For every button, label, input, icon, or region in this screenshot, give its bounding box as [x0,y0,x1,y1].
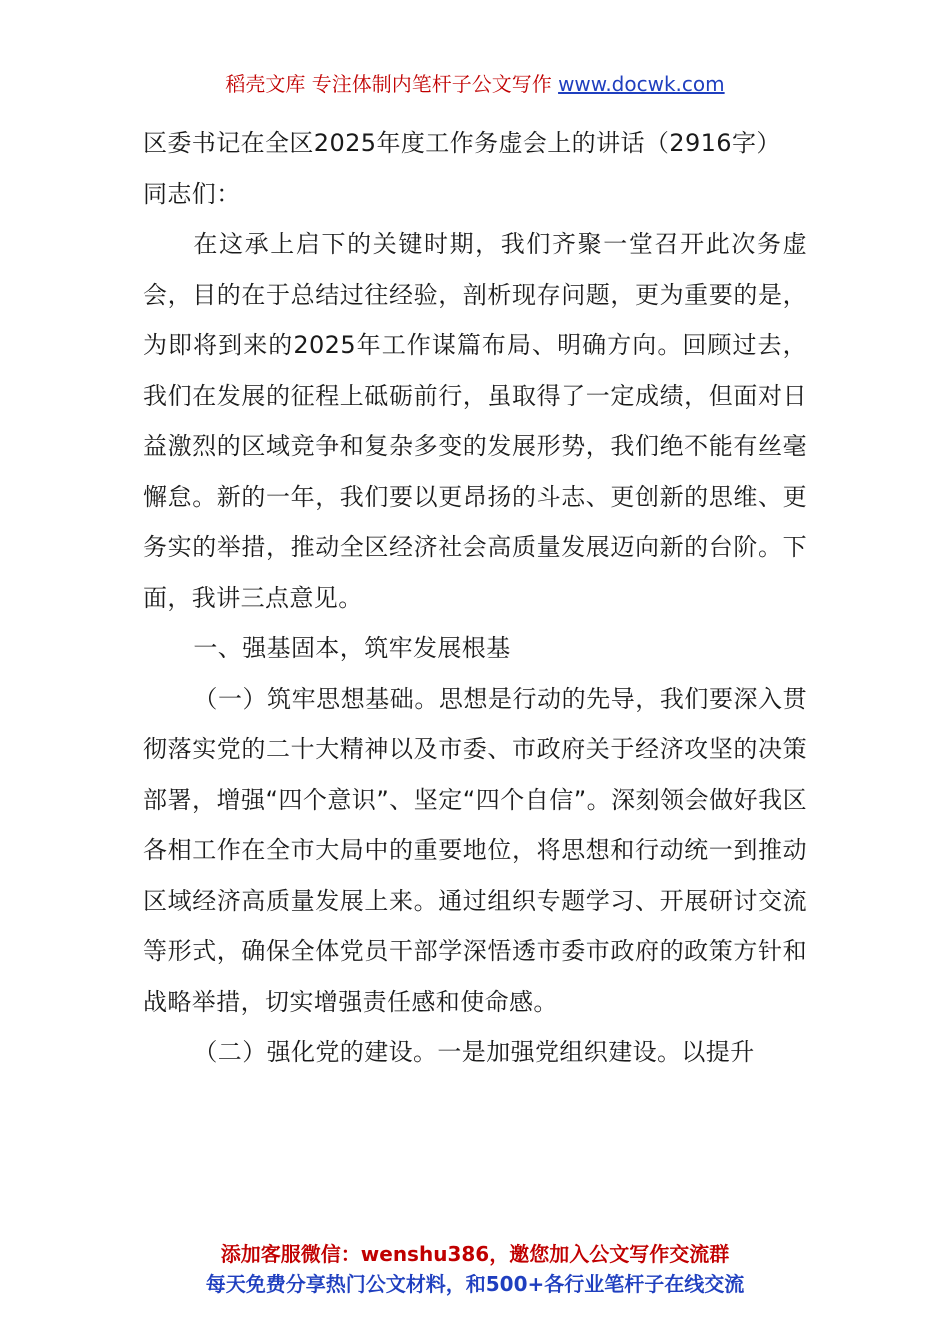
salutation: 同志们： [143,179,241,208]
footer-promo-line: 每天免费分享热门公文材料，和500+各行业笔杆子在线交流 [205,1272,745,1296]
watermark-header [0,70,950,98]
document-body [143,118,807,1078]
document-title: 区委书记在全区2025年度工作务虚会上的讲话（2916字） [143,129,781,157]
header-url-link[interactable]: www.docwk.com [558,72,725,96]
paragraph-1-2: （二）强化党的建设。一是加强党组织建设。以提升 [193,1038,755,1066]
section-heading-1: 一、强基固本，筑牢发展根基 [193,634,511,662]
paragraph-intro: 在这承上启下的关键时期，我们齐聚一堂召开此次务虚会，目的在于总结过往经验，剖析现存问题，更为重要的是，为即将到来的2025年工作谋篇布局、明确方向。回顾过去，我们在发展的征程上砥砺前行，虽取得了一定成绩，但面对日益激烈的区域竞争和复杂多变的发展形势，我们绝不能有丝毫懈怠。新的一年，我们要以更昂扬的斗志、更创新的思维、更务实的举措，推动全区经济社会高质量发展迈向新的台阶。下面，我讲三点意见。 [143,230,807,612]
paragraph-1-1: （一）筑牢思想基础。思想是行动的先导，我们要深入贯彻落实党的二十大精神以及市委、市政府关于经济攻坚的决策部署，增强“四个意识”、坚定“四个自信”。深刻领会做好我区各相工作在全市大局中的重要地位，将思想和行动统一到推动区域经济高质量发展上来。通过组织专题学习、开展研讨交流等形式，确保全体党员干部学深悟透市委市政府的政策方针和战略举措，切实增强责任感和使命感。 [143,684,807,1016]
footer-contact-line: 添加客服微信：wenshu386，邀您加入公文写作交流群 [220,1242,730,1266]
header-brand-text: 稻壳文库 专注体制内笔杆子公文写作 [225,72,552,96]
